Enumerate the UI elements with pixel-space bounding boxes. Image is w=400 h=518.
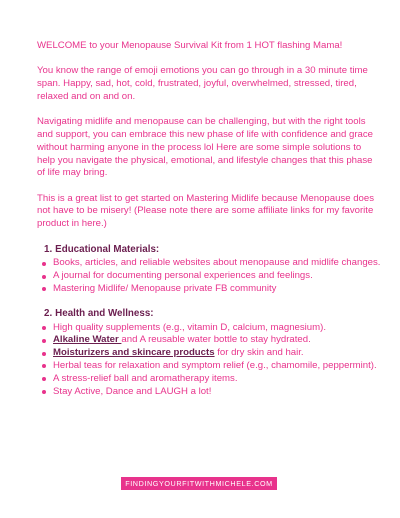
list-item-text: Mastering Midlife/ Menopause private FB community bbox=[53, 282, 277, 294]
list-note-paragraph: This is a great list to get started on Mastering Midlife because Menopause does not have to be misery! (Please note there are some affiliate links for my favorite product in here.) bbox=[37, 192, 375, 230]
list-item bbox=[37, 360, 382, 373]
list-item bbox=[37, 270, 382, 283]
educational-materials-list bbox=[37, 257, 382, 295]
health-wellness-heading bbox=[44, 308, 382, 321]
list-item bbox=[37, 347, 382, 360]
list-item bbox=[37, 257, 382, 270]
website-footer-link[interactable]: FINDINGYOURFITWITHMICHELE.COM bbox=[121, 477, 277, 490]
bullet-icon bbox=[42, 339, 46, 343]
document-body bbox=[37, 40, 382, 410]
emotions-paragraph: You know the range of emoji emotions you can go through in a 30 minute time span. Happy, sad, hot, cold, frustrated, joyful, overwhelmed, stressed, tired, relaxed and on and on. bbox=[37, 65, 368, 102]
welcome-paragraph: WELCOME to your Menopause Survival Kit from 1 HOT flashing Mama! bbox=[37, 40, 343, 51]
bullet-icon bbox=[42, 326, 46, 330]
list-item-text: Stay Active, Dance and LAUGH a lot! bbox=[53, 385, 212, 397]
section-number: 2. bbox=[44, 307, 53, 319]
list-item bbox=[37, 373, 382, 386]
bullet-icon bbox=[42, 262, 46, 266]
list-item-text: and A reusable water bottle to stay hydrated. bbox=[121, 334, 311, 346]
list-item bbox=[37, 386, 382, 399]
list-item-text: High quality supplements (e.g., vitamin D, calcium, magnesium). bbox=[53, 321, 326, 333]
list-item-text: for dry skin and hair. bbox=[214, 347, 304, 359]
list-item-text: Herbal teas for relaxation and symptom relief (e.g., chamomile, peppermint). bbox=[53, 359, 377, 371]
bullet-icon bbox=[42, 275, 46, 279]
list-item-text: Books, articles, and reliable websites about menopause and midlife changes. bbox=[53, 257, 381, 269]
list-item bbox=[37, 322, 382, 335]
alkaline-water-link[interactable]: Alkaline Water bbox=[53, 334, 122, 346]
health-wellness-list bbox=[37, 322, 382, 399]
list-item bbox=[37, 334, 382, 347]
list-item-text: A stress-relief ball and aromatherapy items. bbox=[53, 372, 238, 384]
section-number: 1. bbox=[44, 243, 53, 255]
list-item bbox=[37, 283, 382, 296]
moisturizers-skincare-link[interactable]: Moisturizers and skincare products bbox=[53, 347, 215, 359]
list-item-text: A journal for documenting personal experiences and feelings. bbox=[53, 270, 313, 282]
educational-materials-heading bbox=[44, 244, 382, 257]
section-title: Health and Wellness: bbox=[55, 307, 154, 319]
bullet-icon bbox=[42, 377, 46, 381]
section-title: Educational Materials: bbox=[55, 243, 160, 255]
bullet-icon bbox=[42, 390, 46, 394]
navigating-paragraph: Navigating midlife and menopause can be challenging, but with the right tools and support, you can embrace this new phase of life with confidence and grace without harming anyone in the process lol Here are some simple solutions to help you navigate the physical, emotional, and lifestyle changes that this phase of life may bring. bbox=[37, 116, 373, 179]
bullet-icon bbox=[42, 287, 46, 291]
bullet-icon bbox=[42, 364, 46, 368]
bullet-icon bbox=[42, 352, 46, 356]
